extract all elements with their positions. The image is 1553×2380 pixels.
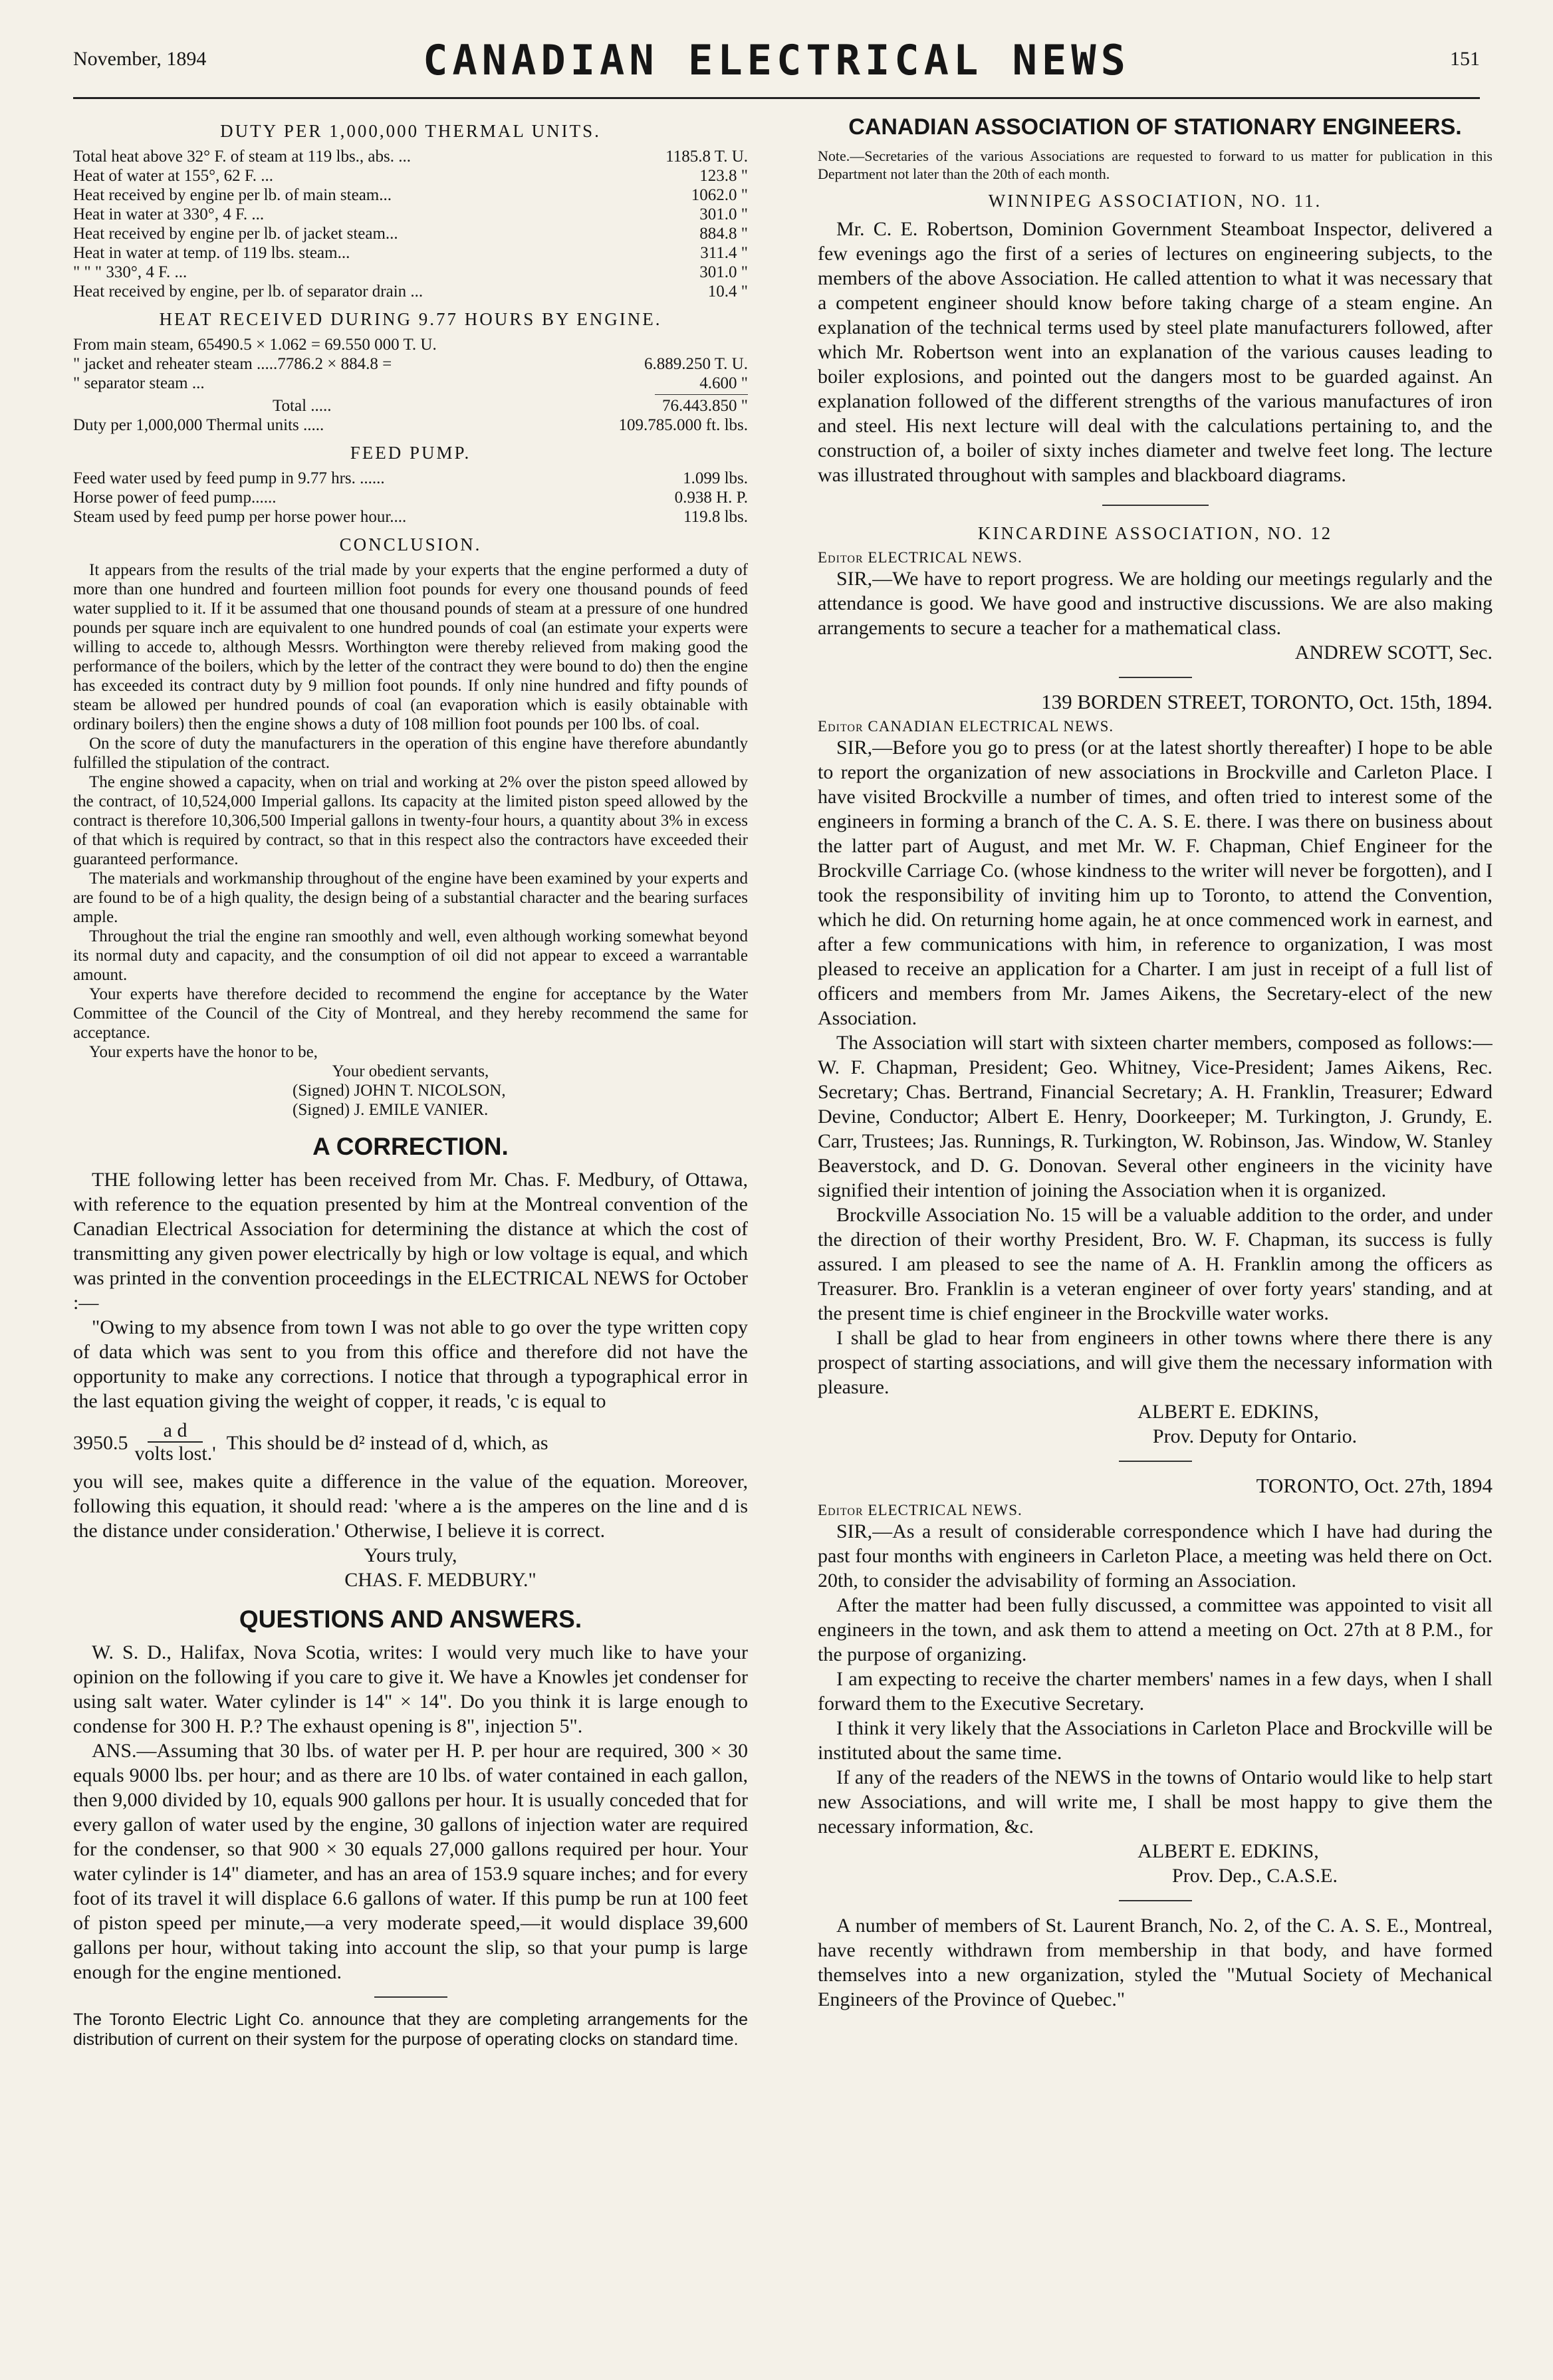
duty-row: " " " 330°, 4 F. ... 301.0 ": [73, 263, 748, 281]
editor-salutation: Editor ELECTRICAL NEWS.: [818, 549, 1022, 566]
masthead-title: CANADIAN ELECTRICAL NEWS: [423, 36, 1130, 84]
divider: [374, 1996, 447, 1998]
duty-result-row: Duty per 1,000,000 Thermal units ..... 109.785.000 ft. lbs.: [73, 416, 748, 434]
equation-tail: This should be d² instead of d, which, as: [226, 1431, 548, 1454]
closing-line: Yours truly,: [364, 1544, 457, 1566]
kincardine-heading: KINCARDINE ASSOCIATION, NO. 12: [977, 523, 1333, 543]
editor-salutation: Editor CANADIAN ELECTRICAL NEWS.: [818, 718, 1114, 735]
paragraph: I think it very likely that the Associations in Carleton Place and Brockville will be instituted about the same time.: [818, 1717, 1493, 1764]
signature: ALBERT E. EDKINS,: [1137, 1401, 1319, 1423]
heat-received-table: [73, 335, 748, 435]
equation-fraction: [135, 1420, 216, 1465]
paragraph: Your experts have the honor to be,: [89, 1043, 318, 1061]
paragraph: ANS.—Assuming that 30 lbs. of water per H. P. per hour are required, 300 × 30 equals 9000 lbs. per hour; and as there are 10 lbs. of water contained in each gallon, then 9,000 divided by 10, equals 900 gallons per hour. It is usually conceded that for every gallon of water used by the engine, 30 gallons of injection water are required for the condenser, so that 900 × 30 equals 27,000 gallons required per hour. Your water cylinder is 14" diameter, and has an area of 153.9 square inches; and for every foot of its travel it will displace 6.6 gallons of water. If this pump be run at 100 feet of piston speed per minute,—a very moderate speed,—it would displace 39,600 gallons per hour, without taking into account the slip, so that your pump is large enough for the engine mentioned.: [73, 1740, 748, 1983]
closing-line: Your obedient servants,: [332, 1062, 489, 1080]
qa-body: [73, 1640, 748, 1984]
paragraph: On the score of duty the manufacturers in the operation of this engine have therefore abundantly fulfilled the stipulation of the contract.: [73, 735, 748, 772]
dateline: TORONTO, Oct. 27th, 1894: [1256, 1474, 1493, 1497]
section-note: Note.—Secretaries of the various Associations are requested to forward to us matter for publication in this Department not later than the 20th of each month.: [818, 148, 1493, 182]
feed-row: Horse power of feed pump...... 0.938 H. P.: [73, 489, 748, 507]
signature-title: Prov. Dep., C.A.S.E.: [1172, 1865, 1338, 1887]
page-number: 151: [1450, 48, 1480, 70]
signature: (Signed) JOHN T. NICOLSON,: [293, 1082, 506, 1100]
st-laurent-note: [818, 1913, 1493, 2012]
duty-row: Heat of water at 155°, 62 F. ... 123.8 ": [73, 167, 748, 185]
fraction-denominator: volts lost.': [134, 1443, 216, 1465]
header-rule: [73, 97, 1480, 99]
dateline: 139 BORDEN STREET, TORONTO, Oct. 15th, 1894.: [1041, 690, 1493, 713]
duty-row: Heat received by engine per lb. of main steam... 1062.0 ": [73, 186, 748, 204]
qa-title: QUESTIONS AND ANSWERS.: [239, 1606, 582, 1633]
duty-heading: DUTY PER 1,000,000 THERMAL UNITS.: [220, 121, 601, 141]
heat-total-row: Total ..... 76.443.850 ": [273, 397, 748, 415]
signature-title: Prov. Deputy for Ontario.: [1152, 1425, 1358, 1447]
paragraph: The materials and workmanship throughout of the engine have been examined by your experts and are found to be of a high quality, the design being of a substantial character and the bearing surfaces ample.: [73, 870, 748, 926]
equation-constant: 3950.5: [73, 1431, 128, 1454]
fraction-numerator: a d: [148, 1420, 203, 1443]
duty-row: Heat received by engine per lb. of jacket steam... 884.8 ": [73, 225, 748, 243]
issue-date: November, 1894: [73, 48, 207, 70]
heat-received-heading: HEAT RECEIVED DURING 9.77 HOURS BY ENGINE.: [159, 309, 662, 329]
feed-pump-table: [73, 469, 748, 527]
heat-row: From main steam, 65490.5 × 1.062 = 69.550 000 T. U.: [73, 336, 437, 354]
right-column: [818, 113, 1493, 2360]
paragraph: It appears from the results of the trial made by your experts that the engine performed a duty of more than one hundred and fourteen million foot pounds for every one thousand pounds of feed water supplied to it. If it be assumed that one thousand pounds of steam at a pressure of one hundred pounds per square inch are equivalent to one hundred pounds of coal (an estimate your experts were willing to accede to, although Messrs. Worthington were thereby relieved from making good the performance of the boilers, which by the letter of the contract they were bound to do) then the engine has exceeded its contract duty by 9 million foot pounds. If only nine hundred and fifty pounds of steam be allowed per hundred pounds of coal (an evaporation which is easily obtainable with ordinary boilers) then the engine shows a duty of 108 million foot pounds per 100 lbs. of coal.: [73, 561, 748, 733]
signature: CHAS. F. MEDBURY.": [344, 1569, 537, 1591]
paragraph: I shall be glad to hear from engineers in other towns where there there is any prospect of starting associations, and will give them the necessary information with pleasure.: [818, 1327, 1493, 1398]
feed-row: Steam used by feed pump per horse power hour.... 119.8 lbs.: [73, 508, 748, 526]
conclusion-body: [73, 560, 748, 1120]
signature: ANDREW SCOTT, Sec.: [1294, 642, 1493, 663]
paragraph: Brockville Association No. 15 will be a valuable addition to the order, and under the direction of their worthy President, Bro. W. F. Chapman, its success is fully assured. I am pleased to see the name of A. H. Franklin among the officers as Treasurer. Bro. Franklin is a veteran engineer of over forty years' standing, and at the present time is chief engineer in the Brockville water works.: [818, 1204, 1493, 1324]
heat-row: " separator steam ... 4.600 ": [73, 374, 748, 392]
feed-pump-heading: FEED PUMP.: [350, 443, 471, 463]
correction-body: [73, 1167, 748, 1592]
left-column: [73, 113, 748, 2360]
kincardine-body: [818, 566, 1493, 665]
copper-equation: [73, 1420, 748, 1465]
toronto-letter-body: [818, 1519, 1493, 1888]
paragraph: Throughout the trial the engine ran smoothly and well, even although working somewhat beyond its normal duty and capacity, and the consumption of oil did not appear to exceed a warrantable amount.: [73, 927, 748, 984]
feed-row: Feed water used by feed pump in 9.77 hrs. ...... 1.099 lbs.: [73, 469, 748, 487]
paragraph: The engine showed a capacity, when on trial and working at 2% over the piston speed allowed by the contract, of 10,524,000 Imperial gallons. Its capacity at the limited piston speed allowed by the contract is therefore 10,306,500 Imperial gallons in twenty-four hours, a quantity about 3% in excess of that which is required by contract, so that in this respect also the contractors have exceeded their guaranteed performance.: [73, 773, 748, 868]
paragraph: If any of the readers of the NEWS in the towns of Ontario would like to help start new Associations, and will write me, I shall be most happy to give them the necessary information, &c.: [818, 1766, 1493, 1838]
paragraph: you will see, makes quite a difference in the value of the equation. Moreover, following this equation, it should read: 'where a is the amperes on the line and d is the distance under consideration.' Otherwise, I believe it is correct.: [73, 1471, 748, 1542]
winnipeg-body: [818, 217, 1493, 487]
duty-row: Total heat above 32° F. of steam at 119 lbs., abs. ... 1185.8 T. U.: [73, 148, 748, 166]
total-rule: [655, 394, 748, 395]
paragraph: After the matter had been fully discussed, a committee was appointed to visit all engineers in the town, and ask them to attend a meeting on Oct. 27th at 8 P.M., for the purpose of organizing.: [818, 1594, 1493, 1665]
divider: [1119, 1900, 1192, 1901]
paragraph: Your experts have therefore decided to recommend the engine for acceptance by the Water Committee of the Council of the City of Montreal, and they hereby recommend the same for acceptance.: [73, 985, 748, 1042]
correction-title: A CORRECTION.: [312, 1133, 509, 1160]
duty-row: Heat received by engine, per lb. of separator drain ... 10.4 ": [73, 283, 748, 300]
paragraph: A number of members of St. Laurent Branch, No. 2, of the C. A. S. E., Montreal, have recently withdrawn from membership in that body, and have formed themselves into a new organization, styled the "Mutual Society of Mechanical Engineers of the Province of Quebec.": [818, 1915, 1493, 2010]
borden-letter-body: [818, 735, 1493, 1449]
paragraph: SIR,—We have to report progress. We are holding our meetings regularly and the attendance is good. We have good and instructive discussions. We are also making arrangements to secure a teacher for a mathematical class.: [818, 568, 1493, 639]
winnipeg-heading: WINNIPEG ASSOCIATION, NO. 11.: [988, 191, 1322, 211]
divider: [1102, 505, 1209, 506]
section-title: CANADIAN ASSOCIATION OF STATIONARY ENGINEERS.: [848, 114, 1462, 140]
paragraph: SIR,—As a result of considerable correspondence which I have had during the past four months with engineers in Carleton Place, a meeting was held there on Oct. 20th, to consider the advisability of forming an Association.: [818, 1520, 1493, 1592]
paragraph: Mr. C. E. Robertson, Dominion Government Steamboat Inspector, delivered a few evenings ago the first of a series of lectures on engineering subjects, to the members of the above Association. He called attention to what it was necessary that a competent engineer should know before taking charge of a steam engine. An explanation of the technical terms used by steel plate manufacturers followed, after which Mr. Robertson went into an explanation of the various causes leading to boiler explosions, and pointed out the dangers most to be guarded against. An explanation followed of the different strengths of the various manufactures of iron and steel. His next lecture will deal with the calculations pertaining to, and the construction of, a boiler of sixty inches diameter and twelve feet long. The lecture was illustrated throughout with samples and blackboard diagrams.: [818, 218, 1493, 486]
paragraph: W. S. D., Halifax, Nova Scotia, writes: I would very much like to have your opinion on the following if you care to give it. We have a Knowles jet condenser for using salt water. Water cylinder is 14" × 14". Do you think it is large enough to condense for 300 H. P.? The exhaust opening is 8", injection 5".: [73, 1641, 748, 1737]
duty-row: Heat in water at 330°, 4 F. ... 301.0 ": [73, 205, 748, 223]
duty-table: [73, 147, 748, 301]
toronto-electric-note: The Toronto Electric Light Co. announce that they are completing arrangements for the distribution of current on their system for the purpose of operating clocks on standard time.: [73, 2010, 748, 2049]
conclusion-heading: CONCLUSION.: [339, 535, 482, 554]
editor-salutation: Editor ELECTRICAL NEWS.: [818, 1502, 1022, 1518]
paragraph: I am expecting to receive the charter members' names in a few days, when I shall forward them to the Executive Secretary.: [818, 1668, 1493, 1715]
signature: (Signed) J. EMILE VANIER.: [293, 1101, 489, 1119]
paragraph: The Association will start with sixteen charter members, composed as follows:—W. F. Chapman, President; Geo. Whitney, Vice-President; James Aikens, Rec. Secretary; Chas. Bertrand, Financial Secretary; A. H. Franklin, Treasurer; Edward Devine, Conductor; Albert E. Henry, Doorkeeper; M. Turkington, J. Grundy, E. Carr, Trustees; Jas. Runnings, R. Turkington, W. Robinson, Jas. Window, W. Stanley Beaverstock, and D. G. Donovan. Several other engineers in the vicinity have signified their intention of joining the Association when it is organized.: [818, 1032, 1493, 1201]
paragraph: "Owing to my absence from town I was not able to go over the type written copy of data which was sent to you from this office and therefore did not have the opportunity to make any corrections. I notice that through a typographical error in the last equation giving the weight of copper, it reads, 'c is equal to: [73, 1316, 748, 1412]
paragraph: SIR,—Before you go to press (or at the latest shortly thereafter) I hope to be able to report the organization of new associations in Brockville and Carleton Place. I have visited Brockville a number of times, and often tried to interest some of the engineers in forming a branch of the C. A. S. E. there. I was there on business about the latter part of August, and met Mr. W. F. Chapman, Chief Engineer for the Brockville Carriage Co. (whose kindness to the writer will never be forgotten), and I took the responsibility of inviting him up to Toronto, to attend the Convention, which he did. On returning home again, he at once commenced work in earnest, and after a few communications with him, in reference to organization, I was most pleased to receive an application for a Charter. I am just in receipt of a full list of officers and members from Mr. James Aikens, the Secretary-elect of the new Association.: [818, 737, 1493, 1029]
divider: [1119, 677, 1192, 678]
heat-row: " jacket and reheater steam .....7786.2 × 884.8 = 6.889.250 T. U.: [73, 355, 748, 373]
duty-row: Heat in water at temp. of 119 lbs. steam... 311.4 ": [73, 244, 748, 262]
divider: [1119, 1461, 1192, 1462]
page-header: [73, 23, 1480, 96]
paragraph: THE following letter has been received from Mr. Chas. F. Medbury, of Ottawa, with reference to the equation presented by him at the Montreal convention of the Canadian Electrical Association for determining the distance at which the cost of transmitting any given power electrically by high or low voltage is equal, and which was printed in the convention proceedings in the ELECTRICAL NEWS for October :—: [73, 1169, 748, 1314]
signature: ALBERT E. EDKINS,: [1137, 1840, 1319, 1862]
